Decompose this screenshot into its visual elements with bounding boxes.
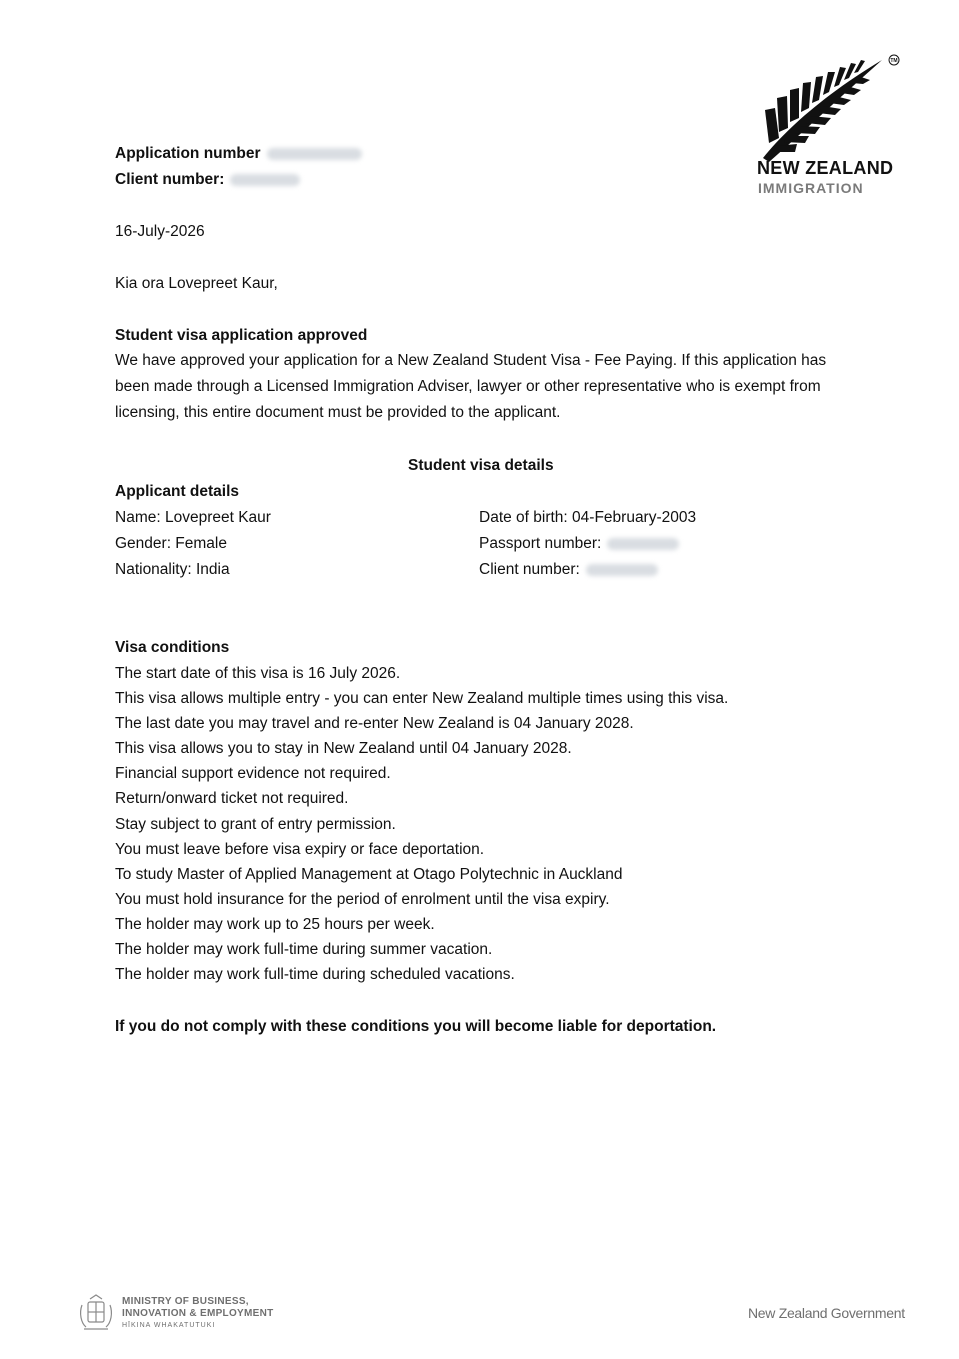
applicant-nationality: Nationality: India <box>115 561 230 578</box>
applicant-details-heading: Applicant details <box>115 483 240 500</box>
coat-of-arms-icon <box>76 1293 116 1333</box>
applicant-name: Name: Lovepreet Kaur <box>115 509 271 526</box>
conditions-heading: Visa conditions <box>115 639 230 656</box>
nz-government-logo: New Zealand Government <box>748 1305 905 1321</box>
mbie-line-3: HĪKINA WHAKATUTUKI <box>122 1322 216 1329</box>
condition-item: The holder may work up to 25 hours per week. <box>115 916 435 933</box>
condition-item: The last date you may travel and re-enter New Zealand is 04 January 2028. <box>115 715 634 732</box>
mbie-line-2: INNOVATION & EMPLOYMENT <box>122 1308 274 1319</box>
redacted-passport-number <box>607 538 679 550</box>
passport-number-row <box>479 531 679 556</box>
client-number-row <box>115 167 300 192</box>
details-client-number-row <box>479 557 658 582</box>
condition-item: The holder may work full-time during scheduled vacations. <box>115 966 515 983</box>
application-number-row <box>115 141 362 166</box>
condition-item: You must leave before visa expiry or face deportation. <box>115 841 485 858</box>
approval-body: We have approved your application for a New Zealand Student Visa - Fee Paying. If this application has been made through a Licensed Immigration Adviser, lawyer or other representative who is exempt from licensing, this entire document must be provided to the applicant. <box>115 352 827 421</box>
redacted-client-number <box>230 174 300 186</box>
letter-date: 16-July-2026 <box>115 223 205 240</box>
condition-item: This visa allows you to stay in New Zealand until 04 January 2028. <box>115 740 572 757</box>
visa-details-heading: Student visa details <box>408 457 554 474</box>
trademark-mark: TM <box>890 58 898 64</box>
redacted-details-client-number <box>586 564 658 576</box>
condition-item: This visa allows multiple entry - you can enter New Zealand multiple times using this visa. <box>115 690 729 707</box>
condition-item: The start date of this visa is 16 July 2026. <box>115 665 401 682</box>
greeting: Kia ora Lovepreet Kaur, <box>115 275 278 292</box>
applicant-gender: Gender: Female <box>115 535 227 552</box>
condition-item: Stay subject to grant of entry permission. <box>115 816 396 833</box>
condition-item: Financial support evidence not required. <box>115 765 391 782</box>
logo-subtitle: IMMIGRATION <box>758 180 864 196</box>
passport-number-label: Passport number: <box>479 535 602 552</box>
condition-item: The holder may work full-time during summer vacation. <box>115 941 493 958</box>
client-number-label: Client number: <box>115 171 225 188</box>
mbie-logo-text <box>122 1296 274 1332</box>
application-number-label: Application number <box>115 145 261 162</box>
approval-heading: Student visa application approved <box>115 327 368 344</box>
logo-title: NEW ZEALAND <box>757 158 894 178</box>
mbie-line-1: MINISTRY OF BUSINESS, <box>122 1296 249 1307</box>
condition-item: You must hold insurance for the period of enrolment until the visa expiry. <box>115 891 610 908</box>
applicant-dob: Date of birth: 04-February-2003 <box>479 509 697 526</box>
condition-item: Return/onward ticket not required. <box>115 790 349 807</box>
condition-item: To study Master of Applied Management at Otago Polytechnic in Auckland <box>115 866 623 883</box>
details-client-number-label: Client number: <box>479 561 580 578</box>
deportation-warning: If you do not comply with these conditions you will become liable for deportation. <box>115 1018 717 1035</box>
redacted-application-number <box>267 148 362 160</box>
